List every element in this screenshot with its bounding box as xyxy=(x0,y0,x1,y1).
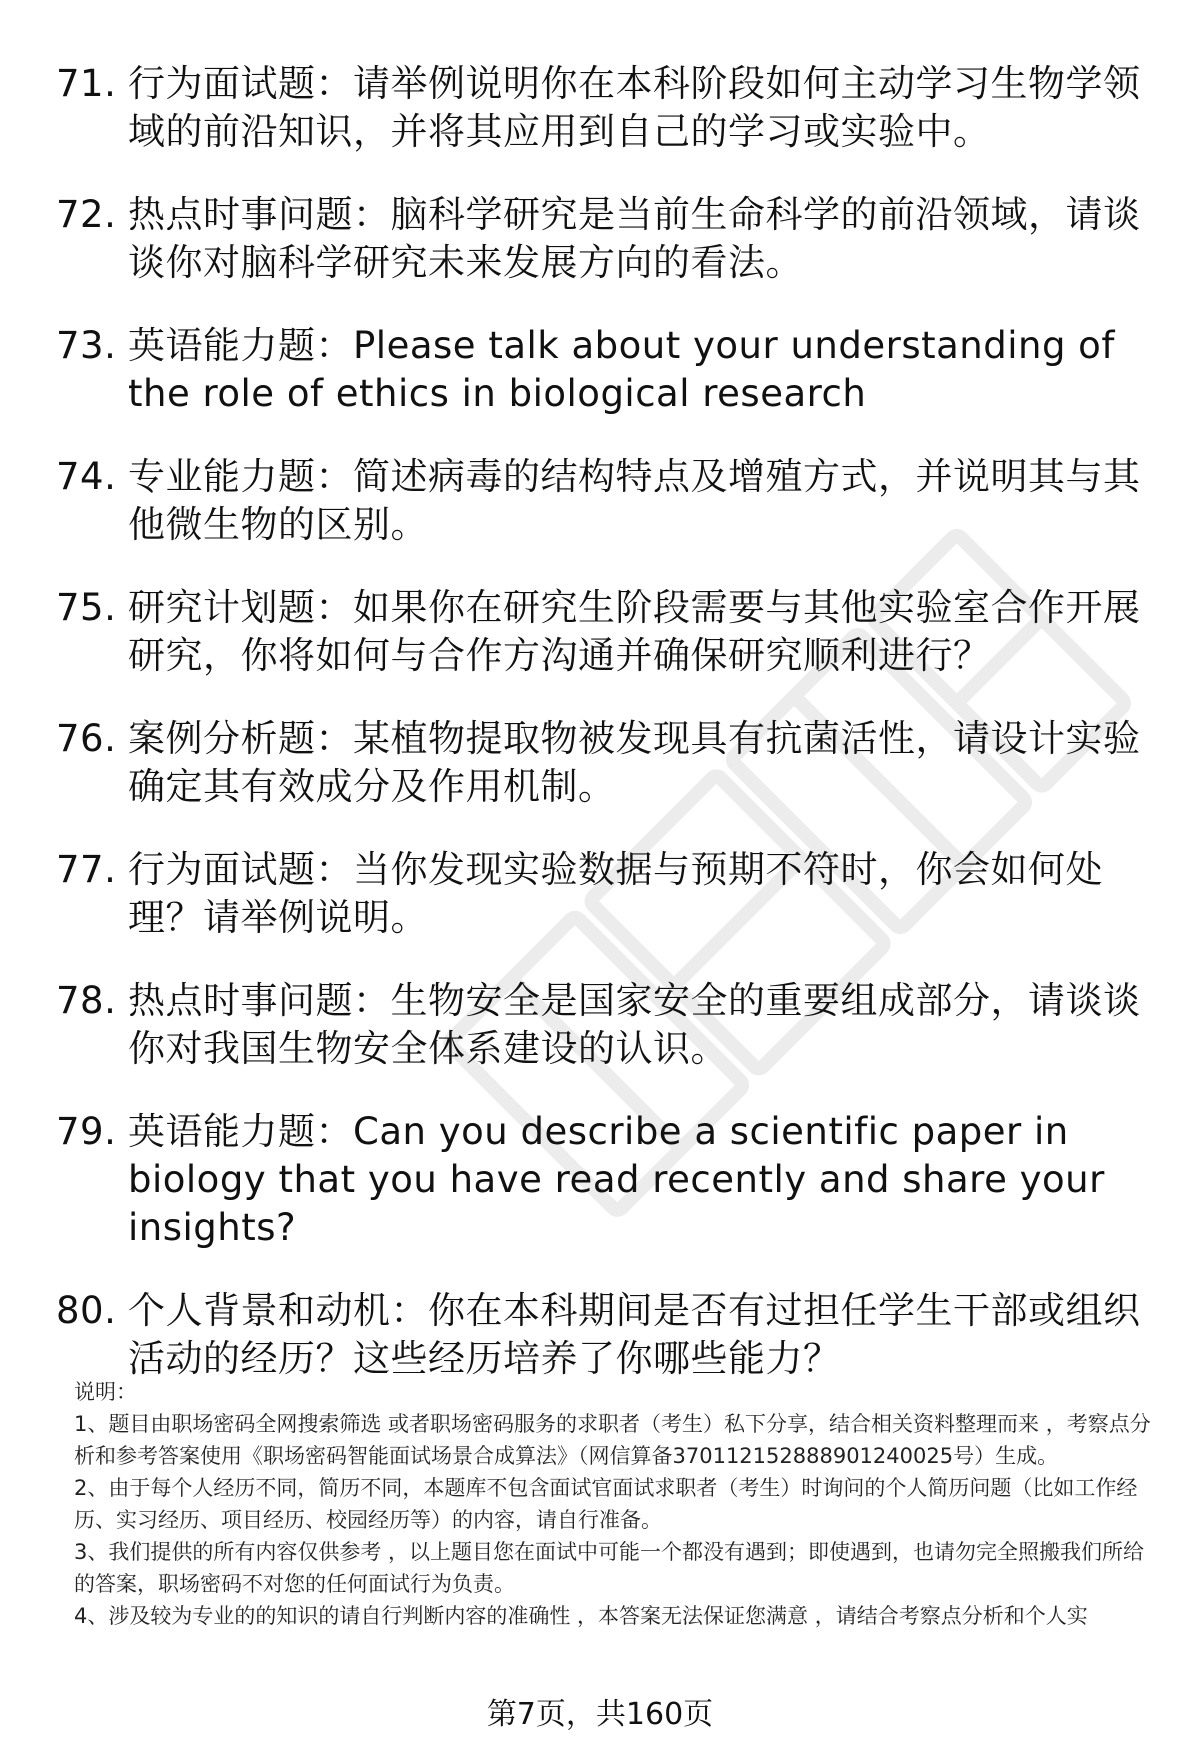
question-item xyxy=(56,453,1146,549)
question-number: 73. xyxy=(56,324,117,367)
question-item xyxy=(56,584,1146,680)
question-number: 78. xyxy=(56,979,117,1022)
note-item: 4、涉及较为专业的的知识的请自行判断内容的准确性 ，本答案无法保证您满意 ，请结合考察点分析和个人实 xyxy=(74,1604,1088,1628)
question-number: 75. xyxy=(56,586,117,629)
question-text: 英语能力题：Please talk about your understanding of the role of ethics in biological research xyxy=(128,324,1115,415)
question-text: 行为面试题：当你发现实验数据与预期不符时，你会如何处理？请举例说明。 xyxy=(128,848,1103,939)
question-item xyxy=(56,846,1146,942)
question-list xyxy=(56,60,1146,1418)
question-number: 77. xyxy=(56,848,117,891)
question-item xyxy=(56,322,1146,418)
question-number: 79. xyxy=(56,1110,117,1153)
question-text: 个人背景和动机：你在本科期间是否有过担任学生干部或组织活动的经历？这些经历培养了你哪些能力？ xyxy=(128,1289,1141,1380)
note-item: 2、由于每个人经历不同，简历不同，本题库不包含面试官面试求职者（考生）时询问的个人简历问题（比如工作经历、实习经历、项目经历、校园经历等）的内容，请自行准备。 xyxy=(74,1476,1138,1532)
question-number: 74. xyxy=(56,455,117,498)
question-item xyxy=(56,715,1146,811)
question-item xyxy=(56,977,1146,1073)
question-text: 专业能力题：简述病毒的结构特点及增殖方式，并说明其与其他微生物的区别。 xyxy=(128,455,1141,546)
question-text: 研究计划题：如果你在研究生阶段需要与其他实验室合作开展研究，你将如何与合作方沟通并确保研究顺利进行？ xyxy=(128,586,1141,677)
question-text: 英语能力题：Can you describe a scientific paper in biology that you have read recently and share your insights? xyxy=(128,1110,1105,1249)
question-text: 热点时事问题：生物安全是国家安全的重要组成部分，请谈谈你对我国生物安全体系建设的认识。 xyxy=(128,979,1141,1070)
note-item: 1、题目由职场密码全网搜索筛选 或者职场密码服务的求职者（考生）私下分享，结合相关资料整理而来 ，考察点分析和参考答案使用《职场密码智能面试场景合成算法》（网信算备370112152888901240025号）生成。 xyxy=(74,1412,1151,1468)
question-number: 80. xyxy=(56,1289,117,1332)
question-text: 案例分析题：某植物提取物被发现具有抗菌活性，请设计实验确定其有效成分及作用机制。 xyxy=(128,717,1141,808)
question-item xyxy=(56,60,1146,156)
question-item xyxy=(56,1108,1146,1252)
notes-title: 说明： xyxy=(74,1380,137,1404)
notes-section xyxy=(74,1376,1154,1632)
page-footer: 第7页，共160页 xyxy=(486,1697,714,1732)
question-number: 76. xyxy=(56,717,117,760)
question-number: 71. xyxy=(56,62,117,105)
question-text: 热点时事问题：脑科学研究是当前生命科学的前沿领域，请谈谈你对脑科学研究未来发展方向的看法。 xyxy=(128,193,1141,284)
question-item xyxy=(56,1287,1146,1383)
question-text: 行为面试题：请举例说明你在本科阶段如何主动学习生物学领域的前沿知识，并将其应用到自己的学习或实验中。 xyxy=(128,62,1141,153)
note-item: 3、我们提供的所有内容仅供参考 ，以上题目您在面试中可能一个都没有遇到；即使遇到，也请勿完全照搬我们所给的答案，职场密码不对您的任何面试行为负责。 xyxy=(74,1540,1145,1596)
question-number: 72. xyxy=(56,193,117,236)
question-item xyxy=(56,191,1146,287)
